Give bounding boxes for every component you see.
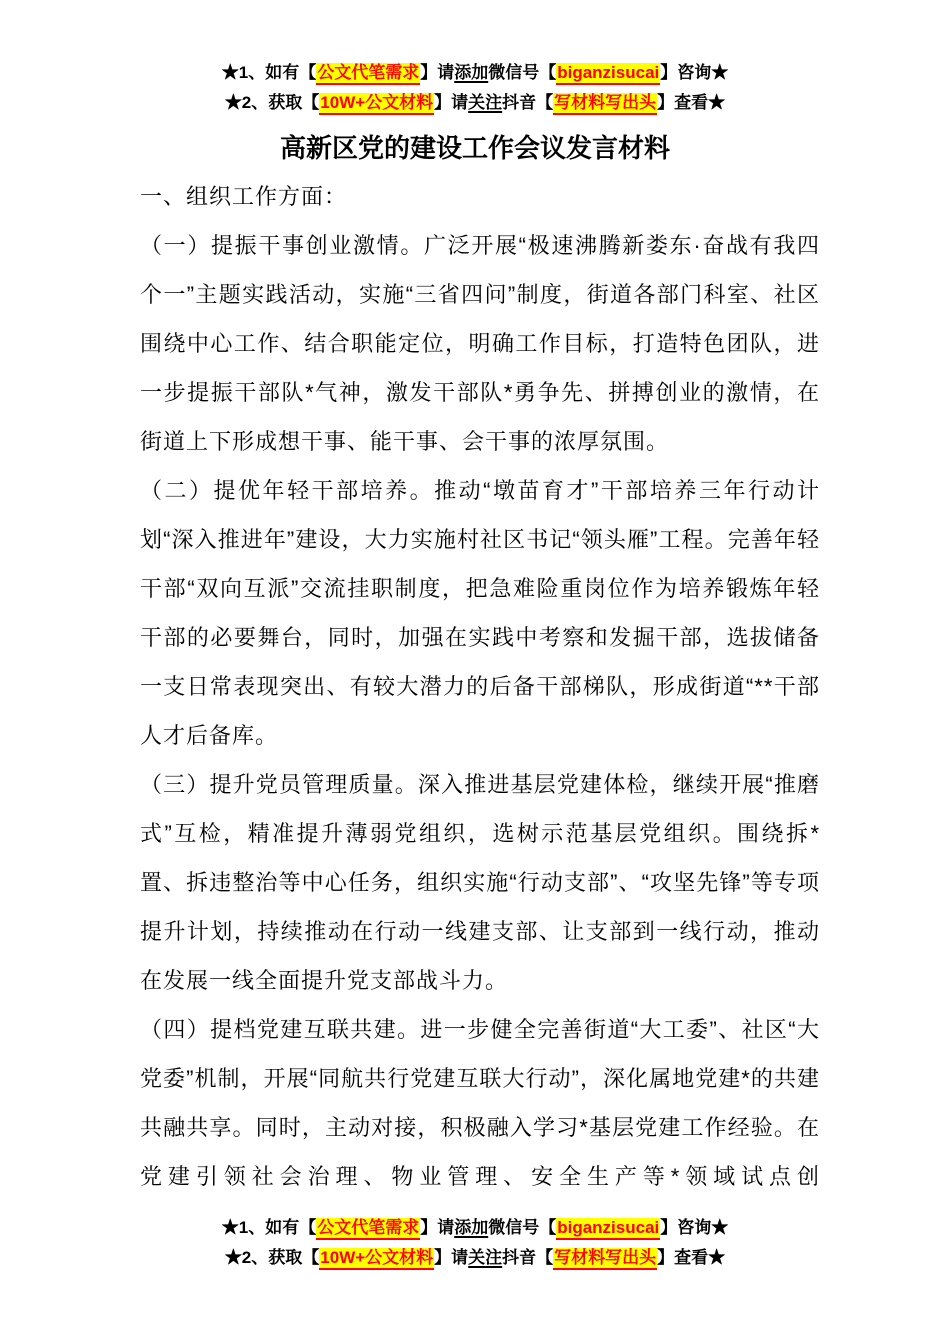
ad-banner-bottom-line-2 bbox=[0, 1243, 950, 1273]
ad-segment-highlight: 写材料写出头 bbox=[553, 93, 657, 115]
ad-segment-plain: 】请 bbox=[420, 63, 455, 82]
ad-segment-plain: 抖音【 bbox=[502, 93, 554, 112]
ad-segment-underline: 关注 bbox=[468, 1248, 503, 1267]
paragraph-1: （一）提振干事创业激情。广泛开展“极速沸腾新娄东·奋战有我四个一”主题实践活动，实施“三省四问”制度，街道各部门科室、社区围绕中心工作、结合职能定位，明确工作目标，打造特色团队，进一步提振干部队*气神，激发干部队*勇争先、拼搏创业的激情，在街道上下形成想干事、能干事、会干事的浓厚氛围。 bbox=[140, 233, 820, 454]
ad-segment-highlight: 10W+公文材料 bbox=[319, 93, 434, 115]
document-body bbox=[140, 172, 820, 1201]
ad-banner-bottom bbox=[0, 1213, 950, 1273]
ad-banner-top bbox=[0, 58, 950, 118]
ad-segment-plain: ★2、获取【 bbox=[224, 93, 320, 112]
paragraph-4: （四）提档党建互联共建。进一步健全完善街道“大工委”、社区“大党委”机制，开展“同航共行党建互联大行动”，深化属地党建*的共建共融共享。同时，主动对接，积极融入学习*基层党建工作经验。在党建引领社会治理、物业管理、安全生产等*领域试点创 bbox=[140, 1017, 820, 1189]
paragraph-2: （二）提优年轻干部培养。推动“墩苗育才”干部培养三年行动计划“深入推进年”建设，大力实施村社区书记“领头雁”工程。完善年轻干部“双向互派”交流挂职制度，把急难险重岗位作为培养锻炼年轻干部的必要舞台，同时，加强在实践中考察和发掘干部，选拔储备一支日常表现突出、有较大潜力的后备干部梯队，形成街道“**干部人才后备库。 bbox=[140, 478, 820, 748]
ad-segment-plain: ★1、如有【 bbox=[221, 1218, 317, 1237]
ad-segment-highlight: biganzisucai bbox=[556, 1218, 660, 1240]
ad-segment-plain: 】查看★ bbox=[657, 93, 726, 112]
ad-segment-plain: 】请 bbox=[420, 1218, 455, 1237]
ad-segment-plain: ★1、如有【 bbox=[221, 63, 317, 82]
ad-banner-top-line-1 bbox=[0, 58, 950, 88]
ad-segment-plain: 微信号【 bbox=[488, 1218, 557, 1237]
ad-banner-top-line-2 bbox=[0, 88, 950, 118]
ad-segment-underline: 添加 bbox=[454, 1218, 489, 1237]
ad-segment-highlight: 10W+公文材料 bbox=[319, 1248, 434, 1270]
ad-segment-highlight: 公文代笔需求 bbox=[316, 63, 420, 85]
ad-segment-plain: 】请 bbox=[434, 1248, 469, 1267]
ad-segment-plain: 】请 bbox=[434, 93, 469, 112]
ad-segment-highlight: 公文代笔需求 bbox=[316, 1218, 420, 1240]
section-heading: 一、组织工作方面： bbox=[140, 184, 348, 209]
ad-banner-bottom-line-1 bbox=[0, 1213, 950, 1243]
ad-segment-underline: 添加 bbox=[454, 63, 489, 82]
ad-segment-plain: 微信号【 bbox=[488, 63, 557, 82]
ad-segment-plain: 抖音【 bbox=[502, 1248, 554, 1267]
ad-segment-underline: 关注 bbox=[468, 93, 503, 112]
ad-segment-plain: ★2、获取【 bbox=[224, 1248, 320, 1267]
ad-segment-highlight: biganzisucai bbox=[556, 63, 660, 85]
ad-segment-plain: 】查看★ bbox=[657, 1248, 726, 1267]
document-title: 高新区党的建设工作会议发言材料 bbox=[279, 133, 670, 163]
ad-segment-plain: 】咨询★ bbox=[660, 1218, 729, 1237]
paragraph-3: （三）提升党员管理质量。深入推进基层党建体检，继续开展“推磨式”互检，精准提升薄弱党组织，选树示范基层党组织。围绕拆*置、拆违整治等中心任务，组织实施“行动支部”、“攻坚先锋”等专项提升计划，持续推动在行动一线建支部、让支部到一线行动，推动在发展一线全面提升党支部战斗力。 bbox=[140, 772, 820, 993]
ad-segment-plain: 】咨询★ bbox=[660, 63, 729, 82]
ad-segment-highlight: 写材料写出头 bbox=[553, 1248, 657, 1270]
